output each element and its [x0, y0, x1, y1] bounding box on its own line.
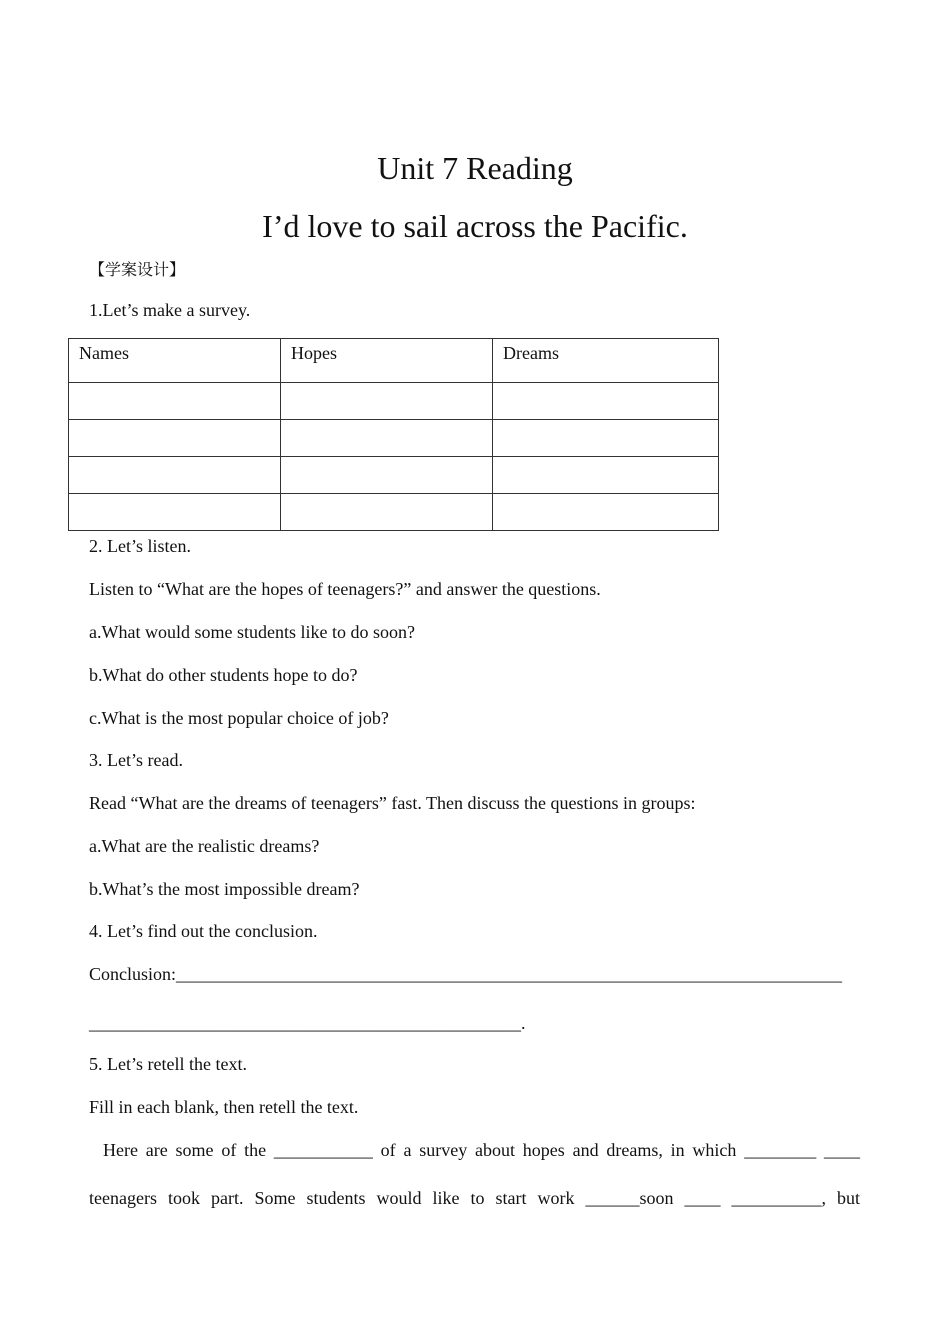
survey-heading: 1.Let’s make a survey.: [89, 300, 251, 320]
read-question-a: a.What are the realistic dreams?: [89, 836, 320, 856]
read-question-b: b.What’s the most impossible dream?: [89, 879, 360, 899]
listen-instruction: Listen to “What are the hopes of teenagers?” and answer the questions.: [89, 579, 601, 599]
page-title: Unit 7 Reading: [377, 150, 573, 186]
listen-question-a: a.What would some students like to do soon?: [89, 622, 415, 642]
page-subtitle: I’d love to sail across the Pacific.: [262, 208, 688, 244]
table-cell[interactable]: [281, 420, 493, 457]
conclusion-blank-line-2[interactable]: ________________________________________________.: [89, 1013, 526, 1033]
section-label: 【学案设计】: [89, 260, 186, 279]
listen-question-c: c.What is the most popular choice of job?: [89, 708, 389, 728]
conclusion-blank-line-1[interactable]: Conclusion:__________________________________________________________________________: [89, 964, 843, 984]
table-row: [69, 494, 719, 531]
read-heading: 3. Let’s read.: [89, 750, 183, 770]
table-cell[interactable]: [493, 494, 719, 531]
table-cell[interactable]: [493, 457, 719, 494]
table-cell[interactable]: [281, 457, 493, 494]
header-hopes: Hopes: [281, 339, 493, 383]
table-row: [69, 383, 719, 420]
listen-heading: 2. Let’s listen.: [89, 536, 191, 556]
table-row: [69, 457, 719, 494]
listen-question-b: b.What do other students hope to do?: [89, 665, 358, 685]
header-names: Names: [69, 339, 281, 383]
read-instruction: Read “What are the dreams of teenagers” fast. Then discuss the questions in groups:: [89, 793, 696, 813]
table-header-row: [69, 339, 719, 383]
retell-heading: 5. Let’s retell the text.: [89, 1054, 247, 1074]
table-cell[interactable]: [493, 383, 719, 420]
conclusion-heading: 4. Let’s find out the conclusion.: [89, 921, 318, 941]
table-cell[interactable]: [281, 494, 493, 531]
retell-paragraph-line-1: Here are some of the ___________ of a survey about hopes and dreams, in which ________ ____: [103, 1140, 860, 1160]
survey-table: [68, 338, 719, 531]
table-cell[interactable]: [69, 494, 281, 531]
header-dreams: Dreams: [493, 339, 719, 383]
retell-instruction: Fill in each blank, then retell the text.: [89, 1097, 359, 1117]
retell-paragraph-line-2: teenagers took part. Some students would like to start work ______soon ____ __________, but: [89, 1188, 860, 1208]
table-cell[interactable]: [69, 420, 281, 457]
table-row: [69, 420, 719, 457]
table-cell[interactable]: [281, 383, 493, 420]
table-cell[interactable]: [69, 457, 281, 494]
table-cell[interactable]: [493, 420, 719, 457]
table-cell[interactable]: [69, 383, 281, 420]
